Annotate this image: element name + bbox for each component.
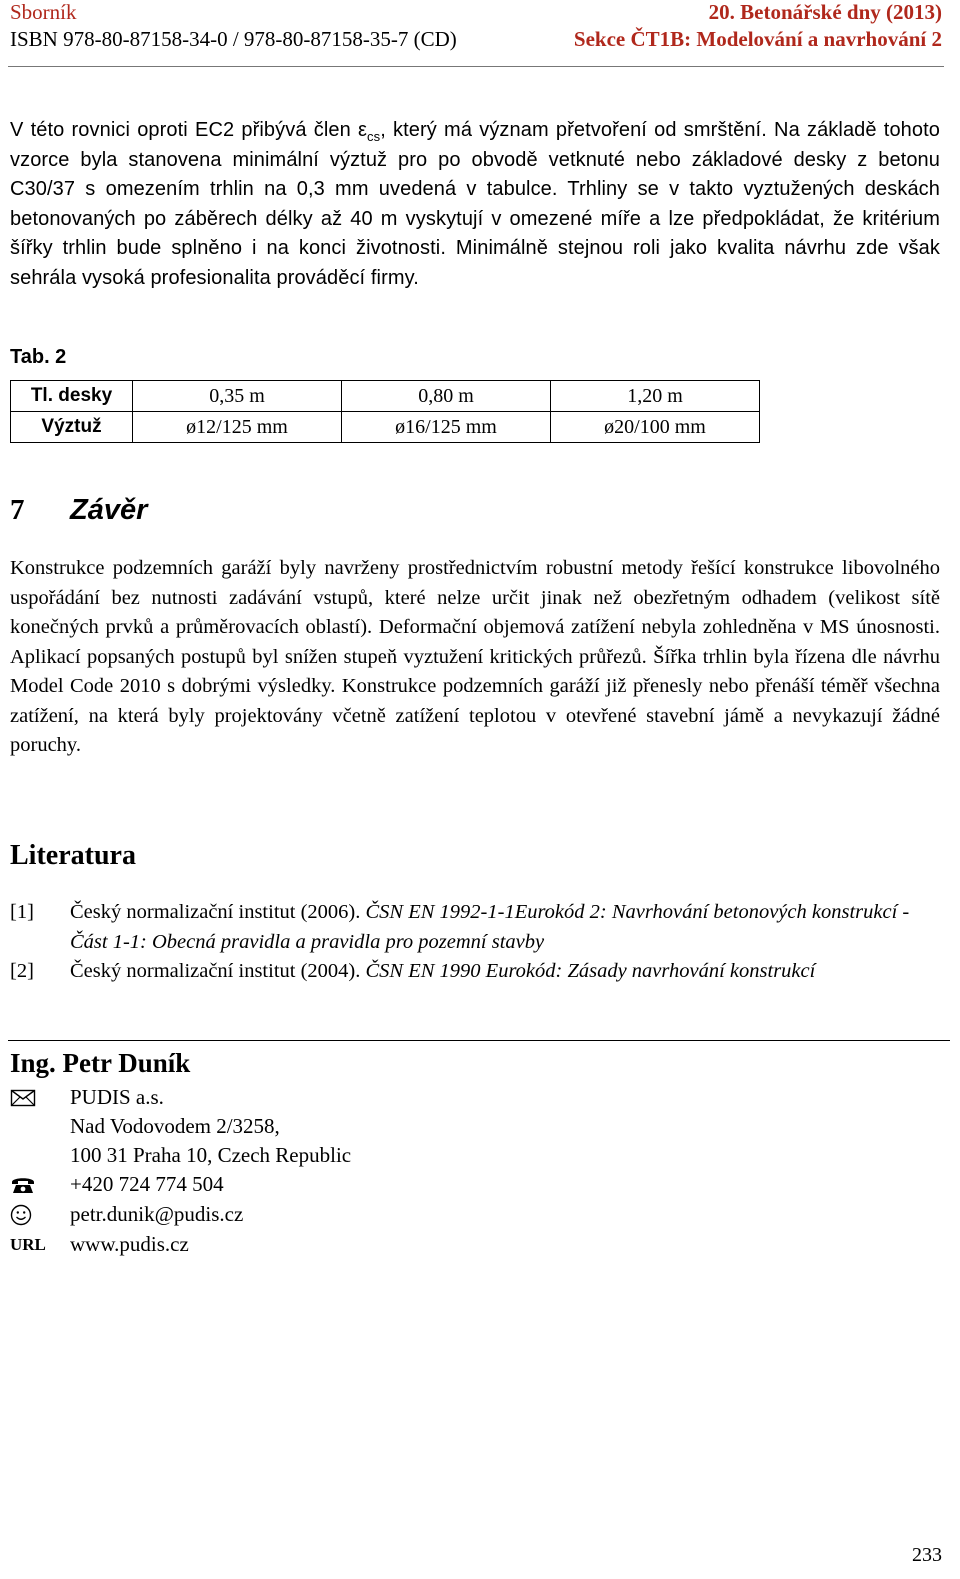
url-label: URL: [10, 1235, 46, 1254]
reference-item: [10, 898, 940, 958]
conclusion-paragraph: [10, 554, 940, 761]
page-number: 233: [912, 1544, 942, 1566]
street-address: Nad Vodovodem 2/3258,: [70, 1114, 280, 1138]
conclusion-text-3: Konstrukce podzemních garáží již přenesly nebo přenáší téměř všechna zatížení, na která byly projektovány včetně zatížení teplotou v otevřené stavební jámě a nevykazují žádné poruchy.: [10, 675, 941, 756]
reference-author: Český normalizační institut (2006).: [70, 901, 366, 923]
header-divider: [8, 66, 944, 67]
intro-text-2: , který má význam přetvoření od smrštění. Na základě tohoto vzorce byla stanovena minimální výztuž pro po obvodě vetknuté nebo základové desky z betonu C30/37 s omezením trhlin na 0,3 mm uvedená v tabulce.: [10, 119, 940, 200]
contact-street: [10, 1112, 610, 1141]
running-header-top: [10, 0, 942, 26]
conclusion-text-2: Aplikací popsaných postupů byl snížen stupeň vyztužení kritických průřezů. Šířka trhlin byla řízena dle návrhu Model Code 2010 s dobrými výsledky.: [10, 645, 940, 697]
row-label-reinforcement: Výztuž: [11, 412, 133, 443]
reference-title: ČSN EN 1990 Eurokód: Zásady navrhování konstrukcí: [365, 960, 816, 982]
website-link[interactable]: www.pudis.cz: [70, 1232, 189, 1256]
table-row: [11, 381, 760, 412]
contact-phone: [10, 1170, 610, 1199]
table-cell: ø20/100 mm: [551, 412, 760, 443]
contact-company: [10, 1083, 610, 1112]
contact-web: [10, 1230, 610, 1259]
intro-text-1: V této rovnici oproti EC2 přibývá člen ε: [10, 119, 368, 141]
telephone-icon: [10, 1174, 36, 1196]
table-cell: ø12/125 mm: [133, 412, 342, 443]
city-address: 100 31 Praha 10, Czech Republic: [70, 1143, 352, 1167]
section-title: Sekce ČT1B: Modelování a navrhování 2: [573, 27, 942, 51]
reference-title: ČSN EN 1992-1-1Eurokód 2: Navrhování betonových konstrukcí - Část 1-1: Obecná pravidla a pravidla pro pozemní stavby: [70, 901, 910, 953]
table-row: [11, 412, 760, 443]
table-caption: Tab. 2: [10, 346, 67, 368]
reference-text: [70, 898, 940, 957]
table-cell: 0,80 m: [342, 381, 551, 412]
section-heading: [10, 494, 147, 527]
reference-number: [2]: [10, 960, 34, 982]
table-cell: ø16/125 mm: [342, 412, 551, 443]
reinforcement-table: [10, 380, 760, 443]
row-label-thickness: Tl. desky: [11, 381, 133, 412]
conclusion-text-1: Konstrukce podzemních garáží byly navrženy prostřednictvím robustní metody řešící konstrukce libovolného uspořádání bez nutnosti zadávání vstupů, které nelze určit jinak než obezřetným odhadem (velikost sítě konečných prvků a průměrovacích oblastí). Deformační objemová zatížení nebyla zohledněna v MS únosnosti.: [10, 557, 940, 638]
intro-text-3: Trhliny se v takto vyztužených deskách betonovaných po záběrech délky až 40 m vyskytují v omezené míře a lze předpokládat, že kritérium šířky trhlin bude splněno i na konci životnosti. Minimálně stejnou roli jako kvalita návrhu zde však sehrála vysoká profesionalita prováděcí firmy.: [10, 178, 940, 289]
table-cell: 0,35 m: [133, 381, 342, 412]
company-name: PUDIS a.s.: [70, 1085, 164, 1109]
proceedings-label: Sborník: [10, 0, 77, 24]
isbn-text: ISBN 978-80-87158-34-0 / 978-80-87158-35-7 (CD): [10, 27, 457, 51]
section-title-text: Závěr: [70, 494, 148, 526]
epsilon-subscript: cs: [367, 129, 381, 144]
envelope-icon: [10, 1087, 36, 1109]
running-header-bottom: [10, 27, 942, 53]
email-link[interactable]: petr.dunik@pudis.cz: [70, 1202, 244, 1226]
reference-text: [70, 957, 940, 987]
smiley-icon: [10, 1204, 36, 1226]
conference-title: 20. Betonářské dny (2013): [708, 0, 942, 24]
contact-city: [10, 1141, 610, 1170]
reference-item: [10, 957, 940, 1017]
section-number: 7: [10, 494, 25, 526]
reference-author: Český normalizační institut (2004).: [70, 960, 366, 982]
phone-number: +420 724 774 504: [70, 1172, 224, 1196]
table-cell: 1,20 m: [551, 381, 760, 412]
contact-email: [10, 1200, 610, 1229]
literature-heading: Literatura: [10, 840, 136, 871]
reference-number: [1]: [10, 901, 34, 923]
intro-paragraph: [10, 116, 940, 293]
author-divider: [8, 1040, 950, 1041]
author-name: Ing. Petr Duník: [10, 1048, 191, 1078]
